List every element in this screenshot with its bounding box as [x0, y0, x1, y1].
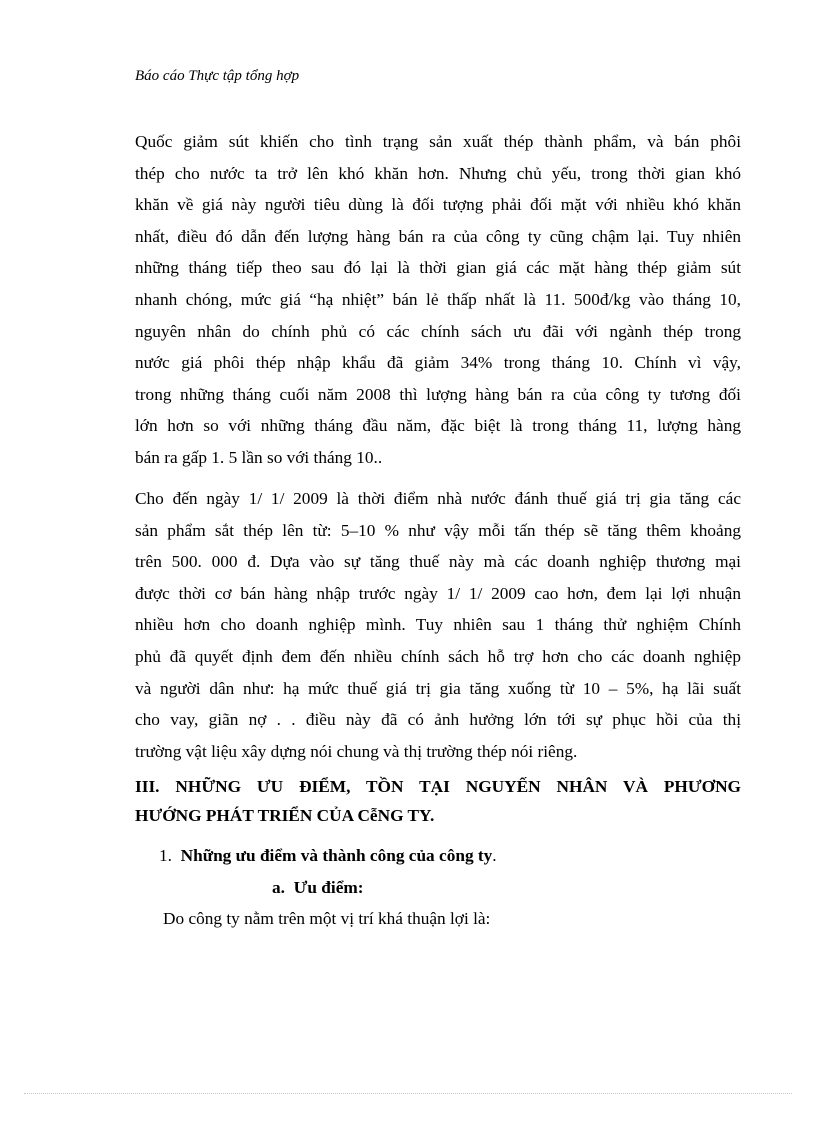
paragraph-1-line: thép cho nước ta trở lên khó khăn hơn. Nhưng chủ yếu, trong thời gian khó [135, 163, 741, 183]
paragraph-2-line: Cho đến ngày 1/ 1/ 2009 là thời điểm nhà nước đánh thuế giá trị gia tăng các [135, 489, 741, 508]
sub-item-a [272, 872, 364, 903]
list-item-1-title: Những ưu điểm và thành công của công ty [180, 846, 493, 865]
paragraph-1-line: bán ra gấp 1. 5 lần so với tháng 10.. [135, 447, 383, 467]
paragraph-1-line: lớn hơn so với những tháng đầu năm, đặc biệt là trong tháng 11, lượng hàng [135, 416, 741, 436]
paragraph-2-line: trên 500. 000 đ. Dựa vào sự tăng thuế này mà các doanh nghiệp thương mại [135, 552, 741, 572]
section-heading-line-2: HƯỚNG PHÁT TRIỂN CỦA CễNG TY. [135, 806, 435, 825]
section-heading [135, 772, 741, 830]
paragraph-1-line: nước giá phôi thép nhập khẩu đã giảm 34% trong tháng 10. Chính vì vậy, [135, 353, 741, 373]
paragraph-1-line: trong những tháng cuối năm 2008 thì lượng hàng bán ra của công ty tương đối [135, 384, 741, 404]
paragraph-1-line: khăn về giá này người tiêu dùng là đối tượng phải đối mặt với nhiều khó khăn [135, 195, 741, 215]
list-item-1 [159, 840, 497, 871]
paragraph-2-line: sản phẩm sắt thép lên từ: 5–10 % như vậy mỗi tấn thép sẽ tăng thêm khoảng [135, 520, 741, 540]
sub-item-a-letter: a. [272, 878, 285, 897]
paragraph-2-line: phủ đã quyết định đem đến nhiều chính sách hỗ trợ hơn cho các doanh nghiệp [135, 646, 741, 666]
paragraph-2 [135, 483, 741, 767]
paragraph-2-line: trường vật liệu xây dựng nói chung và thị trường thép nói riêng. [135, 741, 578, 761]
paragraph-2-line: và người dân như: hạ mức thuế giá trị gia tăng xuống từ 10 – 5%, hạ lãi suất [135, 678, 741, 698]
paragraph-2-line: được thời cơ bán hàng nhập trước ngày 1/ 1/ 2009 cao hơn, đem lại lợi nhuận [135, 583, 741, 603]
paragraph-1-line: nhất, điều đó dẫn đến lượng hàng bán ra của công ty cũng chậm lại. Tuy nhiên [135, 226, 741, 246]
paragraph-2-line: nhiều hơn cho doanh nghiệp mình. Tuy nhiên sau 1 tháng thử nghiệm Chính [135, 615, 741, 635]
list-item-1-number: 1. [159, 846, 172, 865]
paragraph-1-line: Quốc giảm sút khiến cho tình trạng sản xuất thép thành phẩm, và bán phôi [135, 132, 741, 151]
paragraph-1-line: nhanh chóng, mức giá “hạ nhiệt” bán lẻ thấp nhất là 11. 500đ/kg vào tháng 10, [135, 289, 741, 309]
paragraph-1 [135, 126, 741, 474]
closing-line: Do công ty nằm trên một vị trí khá thuận lợi là: [163, 909, 491, 928]
page-header: Báo cáo Thực tập tổng hợp [135, 68, 300, 84]
paragraph-1-line: nguyên nhân do chính phủ có các chính sách ưu đãi với ngành thép trong [135, 321, 741, 341]
footer-divider [24, 1093, 792, 1094]
section-heading-line-1: III. NHỮNG ƯU ĐIỂM, TỒN TẠI NGUYẾN NHÂN VÀ PHƯƠNG [135, 777, 741, 796]
paragraph-2-line: cho vay, giãn nợ . . điều này đã có ảnh hưởng lớn tới sự phục hồi của thị [135, 710, 741, 730]
sub-item-a-title: Ưu điểm: [293, 878, 364, 897]
list-item-1-trailing: . [492, 846, 497, 865]
paragraph-1-line: những tháng tiếp theo sau đó lại là thời gian giá các mặt hàng thép giảm sút [135, 258, 741, 278]
